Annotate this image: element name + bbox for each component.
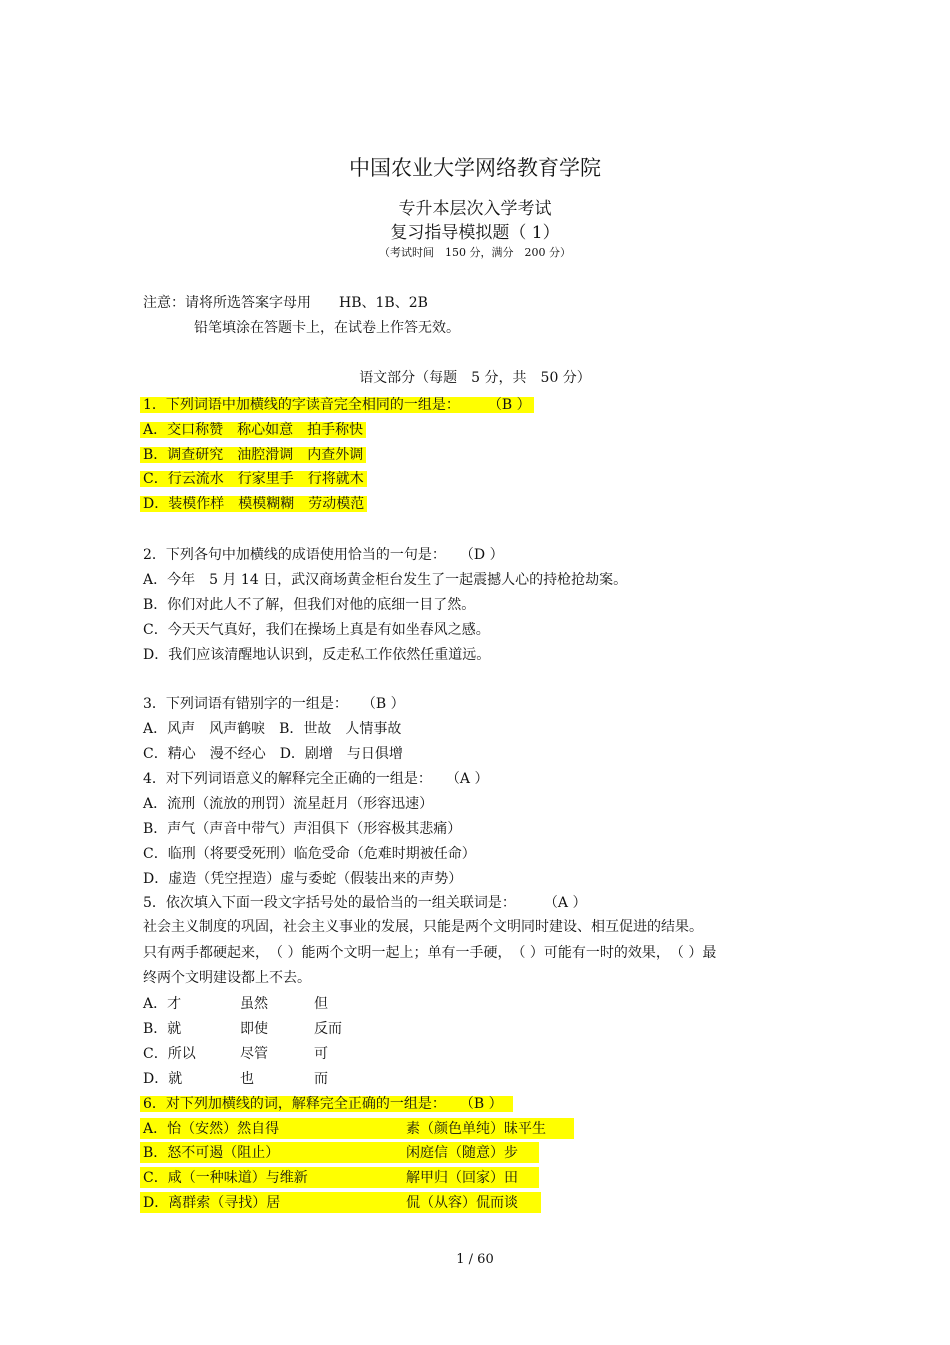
q4-stem: 4．对下列词语意义的解释完全正确的一组是： （A ） bbox=[143, 771, 489, 787]
q1-stem bbox=[143, 395, 534, 415]
q1-stem-text: 1．下列词语中加横线的字读音完全相同的一组是： （B ） bbox=[140, 397, 534, 413]
q4-option-c: C．临刑（将要受死刑）临危受命（危难时期被任命） bbox=[143, 846, 476, 862]
q5-c-word3: 可 bbox=[314, 1046, 328, 1062]
notice-line-2: 铅笔填涂在答题卡上，在试卷上作答无效。 bbox=[194, 320, 460, 336]
q5-passage-2: 只有两手都硬起来， （ ）能两个文明一起上；单有一手硬， （ ）可能有一时的效果， （ ）最 bbox=[143, 945, 717, 961]
notice-line-1: 注意：请将所选答案字母用 HB、1B、2B bbox=[143, 295, 428, 311]
section-title: 语文部分（每题 5 分，共 50 分） bbox=[359, 370, 591, 386]
q4-option-d: D．虚造（凭空捏造）虚与委蛇（假装出来的声势） bbox=[143, 871, 463, 887]
q6-b-part1: B．怒不可遏（阻止） bbox=[143, 1145, 280, 1161]
q4-option-a: A．流刑（流放的刑罚）流星赶月（形容迅速） bbox=[143, 796, 434, 812]
q1-option-d-text: D．装模作样 模模糊糊 劳动模范 bbox=[140, 496, 367, 512]
q5-b-word3: 反而 bbox=[314, 1021, 342, 1037]
q1-option-a-text: A．交口称赞 称心如意 拍手称快 bbox=[140, 422, 366, 438]
page-number: 1 / 60 bbox=[456, 1252, 494, 1267]
q2-option-a: A．今年 5 月 14 日，武汉商场黄金柜台发生了一起震撼人心的持枪抢劫案。 bbox=[143, 572, 628, 588]
q2-option-b: B．你们对此人不了解，但我们对他的底细一目了然。 bbox=[143, 597, 476, 613]
q5-stem: 5．依次填入下面一段文字括号处的最恰当的一组关联词是： （A ） bbox=[143, 895, 587, 911]
q3-options-cd: C．精心 漫不经心 D．剧增 与日俱增 bbox=[143, 746, 403, 762]
q1-option-b-text: B．调查研究 油腔滑调 内查外调 bbox=[140, 447, 366, 463]
q6-stem bbox=[143, 1094, 513, 1114]
q6-c-part2: 解甲归（回家）田 bbox=[406, 1170, 518, 1186]
q5-c-label: C．所以 bbox=[143, 1046, 196, 1062]
q6-d-part1: D．离群索（寻找）居 bbox=[143, 1195, 281, 1211]
q1-option-c bbox=[143, 469, 367, 489]
exam-info: （考试时间 150 分，满分 200 分） bbox=[379, 246, 571, 259]
q2-stem: 2．下列各句中加横线的成语使用恰当的一句是： （D ） bbox=[143, 547, 504, 563]
q5-passage-3: 终两个文明建设都上不去。 bbox=[143, 970, 311, 986]
q2-option-d: D．我们应该清醒地认识到，反走私工作依然任重道远。 bbox=[143, 647, 491, 663]
q6-stem-text: 6．对下列加横线的词，解释完全正确的一组是： （B ） bbox=[140, 1096, 513, 1112]
q5-a-word3: 但 bbox=[314, 996, 328, 1012]
q3-stem: 3．下列词语有错别字的一组是： （B ） bbox=[143, 696, 405, 712]
exam-subtitle: 专升本层次入学考试 bbox=[398, 199, 552, 219]
q6-a-part2: 素（颜色单纯）昧平生 bbox=[406, 1121, 546, 1137]
page-title: 中国农业大学网络教育学院 bbox=[349, 156, 601, 180]
q5-a-word2: 虽然 bbox=[240, 996, 268, 1012]
q1-option-d bbox=[143, 494, 367, 514]
q1-option-c-text: C．行云流水 行家里手 行将就木 bbox=[140, 471, 367, 487]
q1-option-a bbox=[143, 420, 366, 440]
q6-b-part2: 闲庭信（随意）步 bbox=[406, 1145, 518, 1161]
q5-c-word2: 尽管 bbox=[240, 1046, 268, 1062]
q2-option-c: C．今天天气真好，我们在操场上真是有如坐春风之感。 bbox=[143, 622, 490, 638]
q5-b-word2: 即使 bbox=[240, 1021, 268, 1037]
q1-option-b bbox=[143, 445, 366, 465]
q5-b-label: B．就 bbox=[143, 1021, 182, 1037]
q5-passage-1: 社会主义制度的巩固，社会主义事业的发展，只能是两个文明同时建设、相互促进的结果。 bbox=[143, 919, 703, 935]
q5-d-word2: 也 bbox=[240, 1071, 254, 1087]
q4-option-b: B．声气（声音中带气）声泪俱下（形容极其悲痛） bbox=[143, 821, 462, 837]
q3-options-ab: A．风声 风声鹤唳 B．世故 人情事故 bbox=[143, 721, 402, 737]
q5-d-word3: 而 bbox=[314, 1071, 328, 1087]
q6-c-part1: C．咸（一种味道）与维新 bbox=[143, 1170, 308, 1186]
exam-name: 复习指导模拟题（ 1） bbox=[390, 223, 560, 243]
q5-a-label: A．才 bbox=[143, 996, 182, 1012]
q6-a-part1: A．怡（安然）然自得 bbox=[143, 1121, 280, 1137]
q5-d-label: D．就 bbox=[143, 1071, 183, 1087]
q6-d-part2: 侃（从容）侃而谈 bbox=[406, 1195, 518, 1211]
